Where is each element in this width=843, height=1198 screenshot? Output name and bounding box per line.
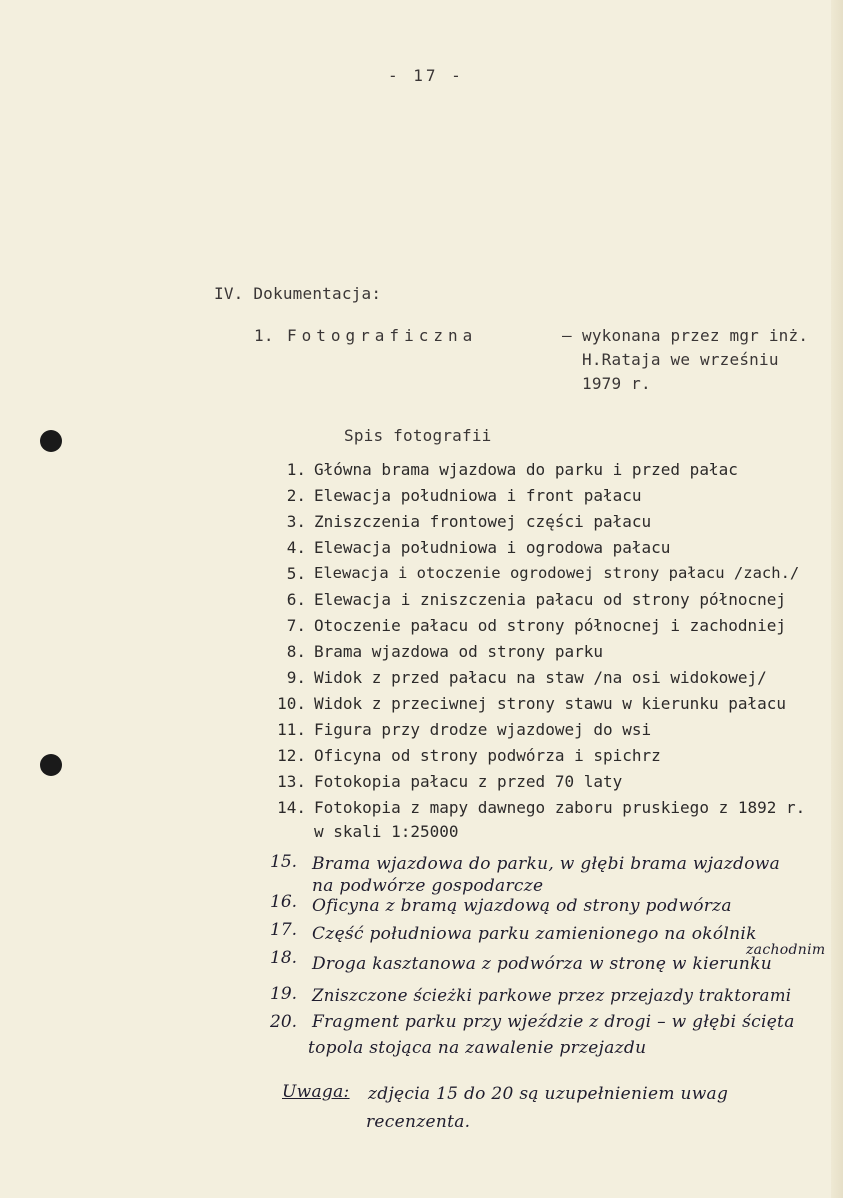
list-item-number: 13.: [277, 772, 306, 791]
list-item-text: Brama wjazdowa od strony parku: [314, 642, 603, 661]
handwritten-item-number: 16.: [270, 892, 298, 912]
page-number: - 17 -: [388, 66, 464, 85]
list-item-text: Oficyna od strony podwórza i spichrz: [314, 746, 661, 765]
subsection-title: Fotograficzna: [287, 326, 478, 345]
handwritten-item-number: 20.: [270, 1012, 298, 1032]
list-item-text: Widok z przed pałacu na staw /na osi widokowej/: [314, 668, 767, 687]
handwritten-item-text: Fragment parku przy wjeździe z drogi – w głębi ścięta: [312, 1012, 795, 1032]
list-item-number: 8.: [286, 642, 306, 661]
list-item-number: 6.: [286, 590, 306, 609]
list-item-number: 5.: [286, 564, 306, 583]
subsection-desc-line1: wykonana przez mgr inż.: [582, 326, 809, 345]
list-item-number: 14.: [277, 798, 306, 817]
list-item-text: Widok z przeciwnej strony stawu w kierunku pałacu: [314, 694, 787, 713]
note-text-continuation: recenzenta.: [366, 1112, 471, 1132]
list-item-text: Fotokopia z mapy dawnego zaboru pruskiego z 1892 r.: [314, 798, 806, 817]
list-item-text: Elewacja i otoczenie ogrodowej strony pałacu /zach./: [314, 564, 800, 582]
punch-hole-bottom: [40, 754, 62, 776]
handwritten-item-text: Droga kasztanowa z podwórza w stronę w kierunku: [312, 954, 772, 974]
subsection-desc-line3: 1979 r.: [582, 374, 651, 393]
handwritten-item-text: Oficyna z bramą wjazdową od strony podwórza: [312, 896, 732, 916]
list-item-number: 7.: [286, 616, 306, 635]
list-item-number: 1.: [286, 460, 306, 479]
list-item-text: Elewacja i zniszczenia pałacu od strony północnej: [314, 590, 787, 609]
note-label: Uwaga:: [282, 1082, 350, 1102]
list-item-number: 10.: [277, 694, 306, 713]
handwritten-item-number: 18.: [270, 948, 298, 968]
list-item-text: Otoczenie pałacu od strony północnej i zachodniej: [314, 616, 787, 635]
page-edge: [831, 0, 843, 1198]
list-item-text: Fotokopia pałacu z przed 70 laty: [314, 772, 623, 791]
list-item-text: Elewacja południowa i front pałacu: [314, 486, 642, 505]
section-heading: IV. Dokumentacja:: [214, 284, 382, 303]
handwritten-item-text-continuation: topola stojąca na zawalenie przejazdu: [308, 1038, 647, 1058]
list-heading: Spis fotografii: [344, 426, 492, 445]
list-item-text: Figura przy drodze wjazdowej do wsi: [314, 720, 652, 739]
list-item-text-continuation: w skali 1:25000: [314, 822, 459, 841]
handwritten-item-number: 19.: [270, 984, 298, 1004]
subsection-desc-line2: H.Rataja we wrześniu: [582, 350, 779, 369]
list-item-number: 9.: [286, 668, 306, 687]
list-item-text: Elewacja południowa i ogrodowa pałacu: [314, 538, 671, 557]
handwritten-item-text-continuation: na podwórze gospodarcze: [312, 876, 544, 896]
list-item-number: 3.: [286, 512, 306, 531]
list-item-number: 11.: [277, 720, 306, 739]
list-item-number: 4.: [286, 538, 306, 557]
subsection-dash: –: [562, 326, 572, 345]
handwritten-item-number: 15.: [270, 852, 298, 872]
list-item-text: Główna brama wjazdowa do parku i przed pałac: [314, 460, 738, 479]
list-item-number: 12.: [277, 746, 306, 765]
handwritten-item-text: Brama wjazdowa do parku, w głębi brama wjazdowa: [312, 854, 781, 874]
handwritten-item-text: Zniszczone ścieżki parkowe przez przejazdy traktorami: [312, 986, 792, 1005]
subsection-number: 1.: [254, 326, 274, 345]
handwritten-item-superscript: zachodnim: [746, 942, 826, 958]
handwritten-item-text: Część południowa parku zamienionego na okólnik: [312, 924, 757, 944]
punch-hole-top: [40, 430, 62, 452]
list-item-text: Zniszczenia frontowej części pałacu: [314, 512, 652, 531]
list-item-number: 2.: [286, 486, 306, 505]
handwritten-item-number: 17.: [270, 920, 298, 940]
note-text: zdjęcia 15 do 20 są uzupełnieniem uwag: [368, 1084, 729, 1104]
